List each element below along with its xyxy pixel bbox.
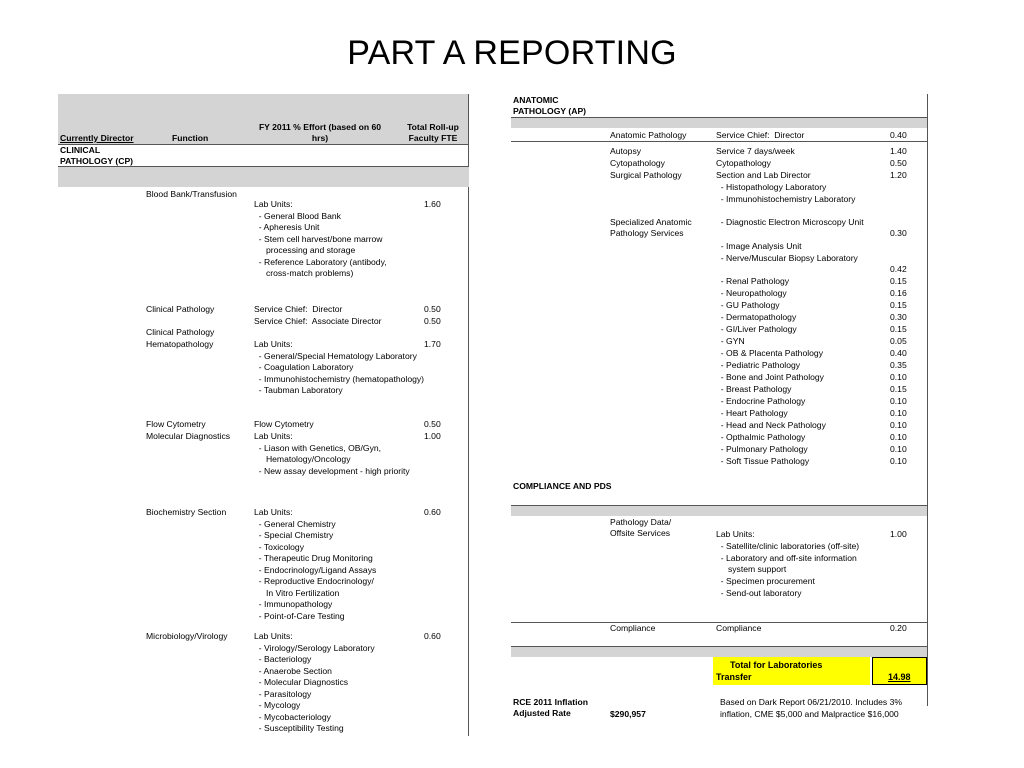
ap-row-fte: 0.15 [890,324,907,334]
section-anatomic-pathology: ANATOMIC PATHOLOGY (AP) [513,95,587,116]
ap-row-description: - Endocrine Pathology [716,396,806,406]
row-function: Flow Cytometry [146,419,206,429]
col-function: Function [172,133,209,143]
compliance-description: Compliance [716,623,762,633]
row-description-line: - Bacteriology [254,654,312,664]
ap-row-fte: 0.10 [890,396,907,406]
row-description-line: - Toxicology [254,541,304,552]
ap-row-fte: 1.20 [890,170,907,180]
row-description-line: - Apheresis Unit [254,222,320,232]
ap-row-fte: 0.10 [890,444,907,454]
row-description-line: Lab Units: [254,339,293,349]
row-description-line: Lab Units: [254,631,293,641]
pds-description-line: - Send-out laboratory [716,588,802,598]
ap-row-description: - GU Pathology [716,300,780,310]
total-label: Total for Laboratories Transfer [716,660,823,682]
ap-row-description: - OB & Placenta Pathology [716,348,824,358]
col-currently-director: Currently Director [60,133,134,143]
row-fte: 0.60 [424,631,441,641]
section-band [511,505,927,516]
divider [58,166,469,167]
pds-description-line: system support [716,564,787,575]
pds-fte: 1.00 [890,529,907,539]
ap-row-description: - Nerve/Muscular Biopsy Laboratory [716,253,858,263]
ap-row-fte: 0.10 [890,456,907,466]
row-description-line: Hematology/Oncology [254,454,351,464]
pds-description-line: Lab Units: [716,529,755,539]
row-fte: 1.00 [424,431,441,441]
row-description-line: - Anaerobe Section [254,665,332,676]
ap-row-description: - Immunohistochemistry Laboratory [716,194,856,204]
row-fte: 1.70 [424,339,441,349]
ap-row-fte: 1.40 [890,146,907,156]
row-function: Microbiology/Virology [146,631,228,641]
ap-row-description: - GI/Liver Pathology [716,324,797,334]
row-function: Blood Bank/Transfusion [146,189,237,199]
row-description-line: - Immunohistochemistry (hematopathology) [254,373,425,384]
ap-row-description: - Breast Pathology [716,384,792,394]
row-description-line: - Mycobacteriology [254,711,331,722]
row-fte: 1.60 [424,199,441,209]
ap-row-description: Cytopathology [716,158,771,168]
pds-description-line: - Specimen procurement [716,576,815,587]
section-clinical-pathology: CLINICAL PATHOLOGY (CP) [60,145,134,166]
ap-row-description: - Pediatric Pathology [716,360,801,370]
compliance-fte: 0.20 [890,623,907,633]
ap-row-function: Anatomic Pathology [610,130,687,140]
row-description-line: - Stem cell harvest/bone marrow [254,233,383,244]
ap-row-description: - GYN [716,336,745,346]
row-function: Hematopathology [146,339,214,349]
row-description-line: - General Chemistry [254,518,336,529]
row-fte: 0.60 [424,507,441,517]
rce-note-line2: inflation, CME $5,000 and Malpractice $16,000 [720,709,899,719]
ap-row-description: Service Chief: Director [716,130,805,140]
row-description-line: - Therapeutic Drug Monitoring [254,553,373,563]
ap-row-fte: 0.30 [890,228,907,238]
row-description-line: cross-match problems) [254,268,354,278]
col-total-fte: Total Roll-up Faculty FTE [407,122,459,143]
row-function: Molecular Diagnostics [146,431,231,441]
row-description-line: Lab Units: [254,431,293,441]
row-description-line: Service Chief: Director [254,304,343,314]
rce-label: RCE 2011 Inflation Adjusted Rate [513,697,588,718]
section-band [511,646,927,657]
row-description-line: Service Chief: Associate Director [254,316,382,326]
row-description-line: - Special Chemistry [254,530,334,540]
ap-row-fte: 0.10 [890,432,907,442]
ap-row-function: Specialized Anatomic Pathology Services [610,217,692,238]
row-description-line: - General/Special Hematology Laboratory [254,350,417,361]
row-description-line: Lab Units: [254,507,293,517]
divider [511,117,927,118]
ap-row-description: - Dermatopathology [716,312,797,322]
divider [511,141,927,142]
row-description-line: - Virology/Serology Laboratory [254,642,375,653]
ap-row-fte: 0.10 [890,408,907,418]
row-description-line: - Mycology [254,700,301,710]
row-function: Clinical Pathology [146,327,215,337]
divider [511,505,927,506]
ap-row-fte: 0.15 [890,300,907,310]
ap-row-function: Autopsy [610,146,642,156]
ap-row-description: - Neuropathology [716,288,787,298]
row-description-line: - Molecular Diagnostics [254,677,349,687]
ap-row-fte: 0.10 [890,372,907,382]
row-description-line: - Immunopathology [254,599,333,609]
divider [511,646,927,647]
ap-row-description: - Bone and Joint Pathology [716,372,824,382]
row-description-line: - General Blood Bank [254,210,341,221]
ap-row-fte: 0.30 [890,312,907,322]
section-band [58,166,469,187]
ap-row-description: Section and Lab Director [716,170,811,180]
row-description-line: processing and storage [254,245,356,255]
pds-function: Pathology Data/ Offsite Services [610,517,672,538]
ap-row-fte: 0.16 [890,288,907,298]
ap-row-function: Cytopathology [610,158,665,168]
ap-row-description: - Diagnostic Electron Microscopy Unit [716,217,864,227]
ap-row-description: - Opthalmic Pathology [716,432,806,442]
right-table-border [927,94,928,706]
ap-row-fte: 0.35 [890,360,907,370]
rce-value: $290,957 [610,709,646,719]
ap-row-description: - Image Analysis Unit [716,241,802,251]
row-description-line: - Point-of-Care Testing [254,610,345,621]
row-description-line: - Reproductive Endocrinology/ [254,576,374,586]
left-table-border [468,94,469,736]
row-description-line: - Reference Laboratory (antibody, [254,256,387,267]
row-description-line: - Taubman Laboratory [254,385,343,395]
row-function: Clinical Pathology [146,304,215,314]
ap-row-fte: 0.40 [890,348,907,358]
ap-row-description: - Histopathology Laboratory [716,182,827,192]
row-fte: 0.50 [424,316,441,326]
pds-description-line: - Laboratory and off-site information [716,552,857,563]
ap-row-fte: 0.40 [890,130,907,140]
ap-row-function: Surgical Pathology [610,170,682,180]
row-fte: 0.50 [424,419,441,429]
total-value: 14.98 [888,672,911,682]
section-compliance-pds: COMPLIANCE AND PDS [513,481,612,491]
rce-note-line1: Based on Dark Report 06/21/2010. Includes 3% [720,697,903,707]
ap-row-description: - Pulmonary Pathology [716,444,808,454]
row-description-line: - New assay development - high priority [254,465,410,476]
ap-row-description: - Soft Tissue Pathology [716,456,810,466]
row-description-line: - Parasitology [254,688,312,699]
ap-row-fte: 0.42 [890,264,907,274]
row-description-line: - Liason with Genetics, OB/Gyn, [254,442,382,453]
ap-row-description: Service 7 days/week [716,146,795,156]
row-description-line: Lab Units: [254,199,293,209]
compliance-function: Compliance [610,623,656,633]
col-effort: FY 2011 % Effort (based on 60 hrs) [258,122,382,143]
row-function: Biochemistry Section [146,507,227,517]
pds-description-line: - Satellite/clinic laboratories (off-site) [716,540,860,551]
ap-row-description: - Heart Pathology [716,408,788,418]
row-description-line: - Coagulation Laboratory [254,362,354,372]
page-title: PART A REPORTING [347,34,677,72]
row-fte: 0.50 [424,304,441,314]
ap-row-fte: 0.15 [890,384,907,394]
ap-row-fte: 0.50 [890,158,907,168]
section-band [511,117,927,128]
ap-row-description: - Renal Pathology [716,276,790,286]
ap-row-description: - Head and Neck Pathology [716,420,826,430]
row-description-line: In Vitro Fertilization [254,587,340,598]
ap-row-fte: 0.15 [890,276,907,286]
ap-row-fte: 0.05 [890,336,907,346]
row-description-line: - Endocrinology/Ligand Assays [254,564,377,575]
row-description-line: - Susceptibility Testing [254,723,344,733]
ap-row-fte: 0.10 [890,420,907,430]
row-description-line: Flow Cytometry [254,419,314,429]
